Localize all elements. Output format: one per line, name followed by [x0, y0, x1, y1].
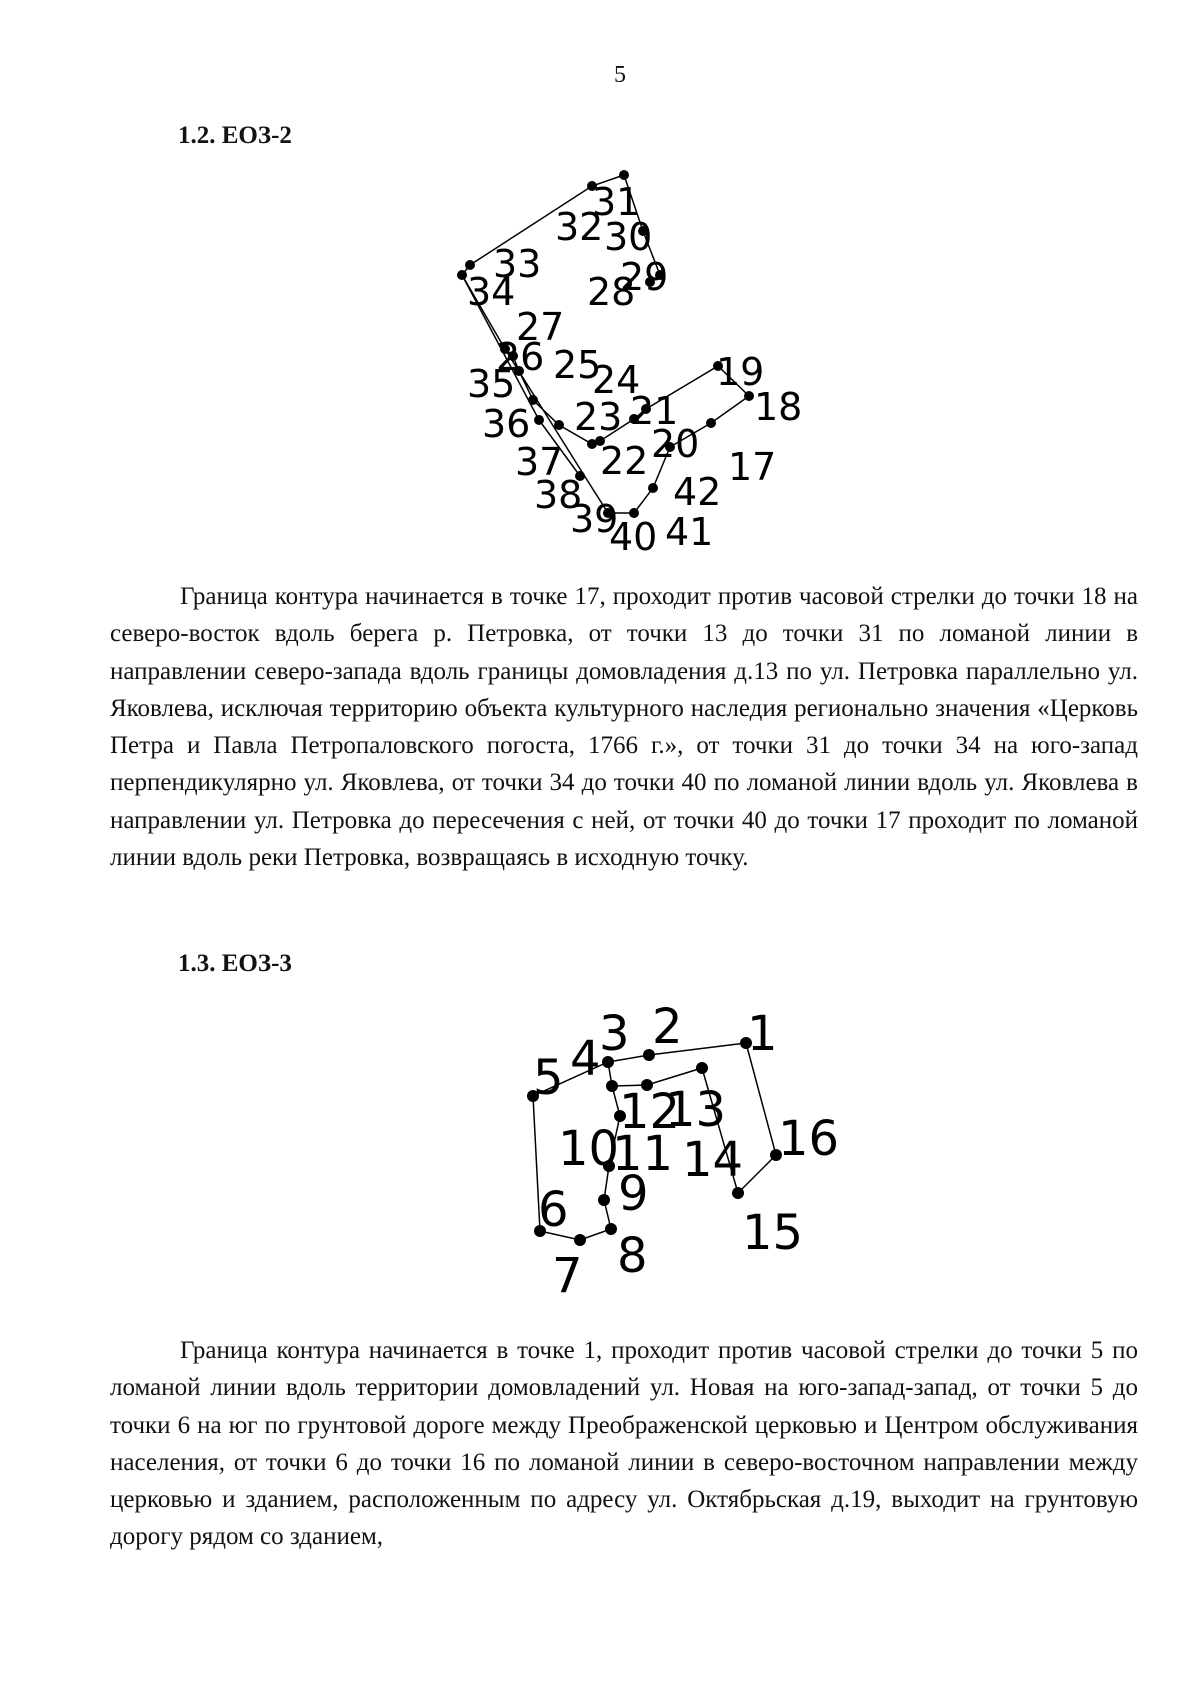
point-label: 10: [558, 1121, 620, 1177]
point-label: 37: [515, 440, 564, 484]
point-label: 38: [534, 473, 583, 517]
page-number: 5: [614, 62, 626, 88]
point-label: 1: [747, 1006, 778, 1062]
point-label: 6: [538, 1182, 569, 1238]
point-label: 9: [618, 1166, 649, 1222]
point-label: 42: [673, 470, 722, 514]
point-label: 14: [682, 1132, 744, 1188]
point-label: 40: [609, 515, 658, 559]
eoz-3-point-labels: [533, 999, 839, 1304]
point-label: 31: [592, 180, 641, 224]
point-label: 19: [716, 350, 765, 394]
point-label: 13: [665, 1082, 727, 1138]
point-label: 8: [617, 1228, 648, 1284]
point-label: 25: [553, 343, 602, 387]
eoz-3-boundary-diagram: [0, 960, 1200, 1330]
section-heading-eoz-2: 1.2. ЕОЗ-2: [178, 122, 292, 149]
point-label: 12: [619, 1084, 681, 1140]
point-label: 21: [630, 389, 679, 433]
point-label: 24: [592, 358, 641, 402]
point-label: 15: [742, 1205, 804, 1261]
eoz-2-point-labels: [467, 180, 802, 559]
point-label: 3: [599, 1006, 630, 1062]
point-label: 22: [600, 439, 649, 483]
section-heading-eoz-3: 1.3. ЕОЗ-3: [178, 950, 292, 977]
point-label: 36: [482, 402, 531, 446]
point-label: 4: [570, 1031, 601, 1087]
point-label: 23: [574, 395, 623, 439]
point-label: 41: [665, 510, 714, 554]
point-label: 20: [651, 422, 700, 466]
point-label: 39: [570, 497, 619, 541]
point-label: 27: [516, 305, 565, 349]
point-label: 18: [754, 385, 803, 429]
point-label: 32: [555, 205, 604, 249]
eoz-2-description: Граница контура начинается в точке 17, проходит против часовой стрелки до точки 18 на северо-восток вдоль берега р. Петровка, от точки 13 до точки 31 по ломаной линии в направлении северо-запада вдоль границы домовладения д.13 по ул. Петровка параллельно ул. Яковлева, исключая территорию объекта культурного наследия регионально значения «Церковь Петра и Павла Петропаловского погоста, 1766 г.», от точки 31 до точки 34 на юго-запад перпендикулярно ул. Яковлева, от точки 34 до точки 40 по ломаной линии вдоль ул. Яковлева в направлении ул. Петровка до пересечения с ней, от точки 40 до точки 17 проходит по ломаной линии вдоль реки Петровка, возвращаясь в исходную точку.: [110, 583, 1138, 872]
point-label: 17: [728, 445, 777, 489]
point-label: 5: [533, 1050, 564, 1106]
point-label: 33: [493, 242, 542, 286]
point-label: 11: [612, 1126, 674, 1182]
point-label: 26: [496, 335, 545, 379]
point-label: 34: [467, 270, 516, 314]
point-label: 2: [652, 999, 683, 1055]
eoz-3-description: Граница контура начинается в точке 1, проходит против часовой стрелки до точки 5 по ломаной линии вдоль территории домовладений ул. Новая на юго-запад-запад, от точки 5 до точки 6 на юг по грунтовой дороге между Преображенской церковью и Центром обслуживания населения, от точки 6 до точки 16 по ломаной линии в северо-восточном направлении между церковью и зданием, расположенным по адресу ул. Октябрьская д.19, выходит на грунтовую дорогу рядом со зданием,: [110, 1337, 1138, 1551]
point-label: 35: [467, 362, 516, 406]
point-label: 7: [552, 1248, 583, 1304]
point-label: 16: [778, 1111, 840, 1167]
eoz-2-boundary-diagram: [0, 0, 1200, 600]
point-label: 29: [620, 255, 669, 299]
point-label: 28: [587, 270, 636, 314]
point-label: 30: [604, 215, 653, 259]
